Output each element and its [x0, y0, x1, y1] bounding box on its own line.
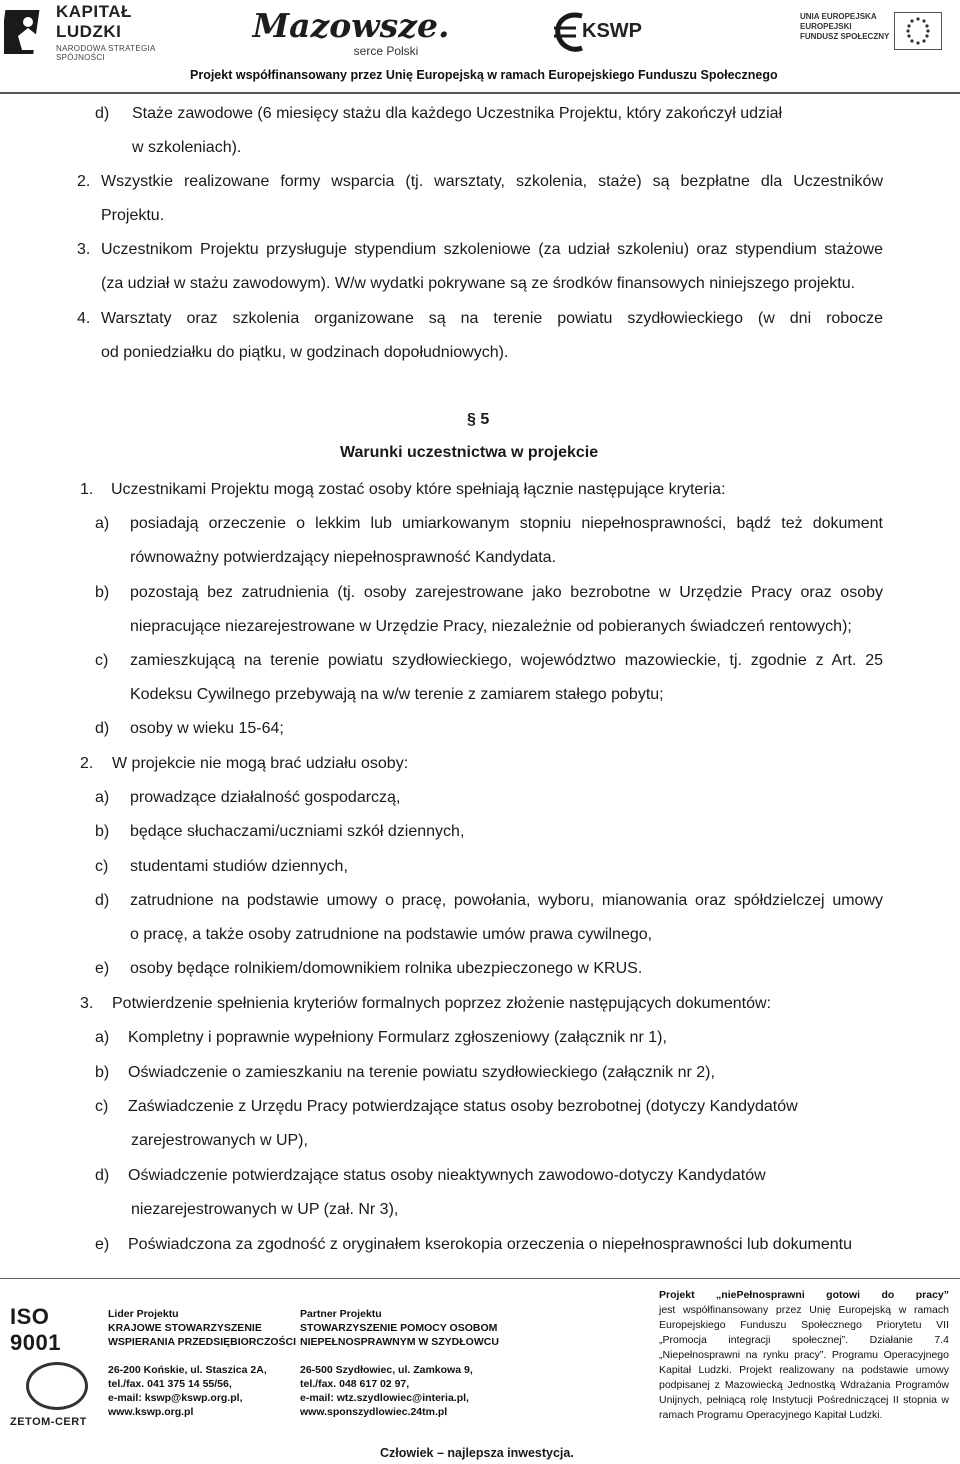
section-number: § 5 [467, 411, 490, 428]
item-text: Oświadczenie o zamieszkaniu na terenie powiatu szydłowieckiego (załącznik nr 2), [128, 1064, 715, 1081]
item-text: Kodeksu Cywilnego przebywają na w/w terenie z zamiarem stałego pobytu; [130, 686, 664, 703]
item-label: e) [95, 1236, 110, 1253]
item-label: e) [95, 960, 110, 977]
item-text: prowadzące działalność gospodarczą, [130, 789, 401, 806]
item-label: 2. [80, 755, 94, 772]
item-text: zatrudnione na podstawie umowy o pracę, powołania, wyboru, mianowania oraz spółdzielczej umowy [130, 892, 883, 909]
eu-logo [800, 12, 950, 52]
mazowsze-logo [246, 8, 456, 58]
item-text: o pracę, a także osoby zatrudnione na podstawie umów prawa cywilnego, [130, 926, 653, 943]
item-text: od poniedziałku do piątku, w godzinach dopołudniowych). [101, 344, 509, 361]
item-label: 3. [77, 241, 91, 258]
item-text: Uczestnikami Projektu mogą zostać osoby które spełniają łącznie następujące kryteria: [111, 481, 726, 498]
leader-info [108, 1307, 296, 1419]
item-label: c) [95, 858, 109, 875]
zetom-emblem-icon [26, 1362, 88, 1410]
partner-heading: Partner Projektu [300, 1308, 382, 1320]
item-label: d) [95, 105, 110, 122]
item-text: Potwierdzenie spełnienia kryteriów formalnych poprzez złożenie następujących dokumentów: [112, 995, 772, 1012]
item-text: Warsztaty oraz szkolenia organizowane są na terenie powiatu szydłowieckiego (w dni robocze [101, 310, 883, 327]
footer-motto: Człowiek – najlepsza inwestycja. [380, 1446, 574, 1460]
partner-email: e-mail: wtz.szydlowiec@interia.pl, [300, 1392, 469, 1404]
item-text: równoważny potwierdzający niepełnosprawność Kandydata. [130, 549, 557, 566]
item-text: Kompletny i poprawnie wypełniony Formularz zgłoszeniowy (załącznik nr 1), [128, 1029, 667, 1046]
mazowsze-name: Mazowsze. [252, 6, 450, 45]
item-text: będące słuchaczami/uczniami szkół dziennych, [130, 823, 465, 840]
header-divider [0, 92, 960, 94]
leader-website: www.kswp.org.pl [108, 1406, 194, 1418]
project-description [659, 1288, 949, 1423]
leader-email: e-mail: kswp@kswp.org.pl, [108, 1392, 243, 1404]
item-text: Poświadczona za zgodność z oryginałem kserokopia orzeczenia o niepełnosprawności lub dokumentu [128, 1236, 852, 1253]
item-text: Zaświadczenie z Urzędu Pracy potwierdzające status osoby bezrobotnej (dotyczy Kandydatów [128, 1098, 798, 1115]
zetom-label: ZETOM-CERT [10, 1416, 87, 1428]
kapital-ludzki-logo [4, 4, 200, 60]
item-label: 1. [80, 481, 94, 498]
item-label: a) [95, 1029, 110, 1046]
item-label: d) [95, 892, 110, 909]
leader-address: 26-200 Końskie, ul. Staszica 2A, [108, 1364, 267, 1376]
partner-name: NIEPEŁNOSPRAWNYM W SZYDŁOWCU [300, 1336, 499, 1348]
mazowsze-tagline: serce Polski [353, 44, 419, 58]
leader-phone: tel./fax. 041 375 14 55/56, [108, 1378, 232, 1390]
item-label: b) [95, 584, 110, 601]
partner-name: STOWARZYSZENIE POMOCY OSOBOM [300, 1322, 498, 1334]
item-label: d) [95, 1167, 110, 1184]
partner-website: www.sponszydlowiec.24tm.pl [300, 1406, 448, 1418]
item-label: a) [95, 515, 110, 532]
item-label: a) [95, 789, 110, 806]
item-text: pozostają bez zatrudnienia (tj. osoby zarejestrowane jako bezrobotne w Urzędzie Pracy oraz osoby [130, 584, 883, 601]
leader-heading: Lider Projektu [108, 1308, 179, 1320]
eu-line-3: FUNDUSZ SPOŁECZNY [800, 32, 890, 41]
eu-line-2: EUROPEJSKI [800, 22, 852, 31]
item-text: posiadają orzeczenie o lekkim lub umiarkowanym stopniu niepełnosprawności, bądź też dokument [130, 515, 883, 532]
iso-label: ISO 9001 [10, 1304, 61, 1355]
item-label: c) [95, 652, 109, 669]
kapital-ludzki-emblem [4, 6, 48, 58]
item-label: b) [95, 1064, 110, 1081]
kswp-logo [552, 10, 662, 54]
item-label: 3. [80, 995, 94, 1012]
kapital-ludzki-subtitle: NARODOWA STRATEGIA SPÓJNOŚCI [56, 44, 156, 62]
item-text: Wszystkie realizowane formy wsparcia (tj. warsztaty, szkolenia, staże) są bezpłatne dla Uczestników [101, 173, 883, 190]
leader-name: WSPIERANIA PRZEDSIĘBIORCZOŚCI [108, 1336, 297, 1348]
eu-line-1: UNIA EUROPEJSKA [800, 12, 877, 21]
item-text: zamieszkującą na terenie powiatu szydłowieckiego, województwo mazowieckie, tj. zgodnie z Art. 25 [130, 652, 883, 669]
eu-flag-icon [894, 12, 942, 50]
item-text: zarejestrowanych w UP), [131, 1132, 308, 1149]
partner-address: 26-500 Szydłowiec, ul. Zamkowa 9, [300, 1364, 473, 1376]
project-desc: jest współfinansowany przez Unię Europejską w ramach Europejskiego Funduszu Społecznego Priorytetu VII „Promocja integracji społecznej”. Działanie 7.4 „Niepełnosprawni na rynku pracy”. Programu Operacyjnego Kapitał Ludzki. Projekt realizowany na podstawie umowy podpisanej z Mazowiecką Jednostką Wdrażania Programów Unijnych, pełniącą rolę Instytucji Pośredniczącej II stopnia w ramach Programu Operacyjnego Kapitał Ludzki. [659, 1304, 949, 1421]
footer-divider [0, 1278, 960, 1279]
project-title: Projekt „niePełnosprawni gotowi do pracy” [659, 1289, 949, 1301]
item-text: osoby będące rolnikiem/domownikiem rolnika ubezpieczonego w KRUS. [130, 960, 643, 977]
item-label: b) [95, 823, 110, 840]
item-text: Projektu. [101, 207, 165, 224]
iso-certificate-logo [10, 1304, 100, 1428]
item-text: W projekcie nie mogą brać udziału osoby: [112, 755, 409, 772]
kapital-ludzki-title: KAPITAŁ LUDZKI [56, 2, 132, 41]
item-text: niezarejestrowanych w UP (zał. Nr 3), [131, 1201, 399, 1218]
page-footer [0, 1278, 960, 1464]
item-text: osoby w wieku 15-64; [130, 720, 284, 737]
item-text: Oświadczenie potwierdzające status osoby nieaktywnych zawodowo-dotyczy Kandydatów [128, 1167, 766, 1184]
partner-info [300, 1307, 499, 1419]
item-text: studentami studiów dziennych, [130, 858, 348, 875]
item-text: Uczestnikom Projektu przysługuje stypendium szkoleniowe (za udział szkoleniu) oraz stypendium stażowe [101, 241, 883, 258]
item-text: Staże zawodowe (6 miesięcy stażu dla każdego Uczestnika Projektu, który zakończył udział [132, 105, 783, 122]
item-text: niepracujące niezarejestrowane w Urzędzie Pracy, niezależnie od pobieranych świadczeń rentowych); [130, 618, 852, 635]
kswp-name: KSWP [582, 20, 642, 42]
item-label: d) [95, 720, 110, 737]
item-text: w szkoleniach). [132, 139, 242, 156]
item-text: (za udział w stażu zawodowym). W/w wydatki pokrywane są ze środków finansowych niniejszego projektu. [101, 275, 856, 292]
leader-name: KRAJOWE STOWARZYSZENIE [108, 1322, 262, 1334]
item-label: c) [95, 1098, 109, 1115]
section-title: Warunki uczestnictwa w projekcie [340, 444, 599, 461]
page-header [0, 0, 960, 97]
project-cofinance-line: Projekt współfinansowany przez Unię Europejską w ramach Europejskiego Funduszu Społecznego [190, 68, 778, 82]
item-label: 2. [77, 173, 91, 190]
partner-phone: tel./fax. 048 617 02 97, [300, 1378, 410, 1390]
kswp-emblem-icon [552, 10, 586, 54]
item-label: 4. [77, 310, 91, 327]
